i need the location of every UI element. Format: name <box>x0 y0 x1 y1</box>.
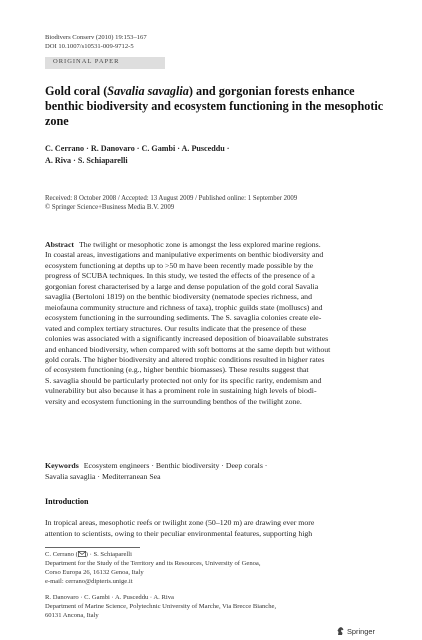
title-text-1: Gold coral ( <box>45 84 108 98</box>
abstract-line: and enhanced biodiversity, when compared with soft bottoms at the same depth but without <box>45 344 331 354</box>
keywords-line <box>45 461 385 472</box>
title-text-2: ) and gorgonian forests enhance benthic biodiversity and ecosystem functioning in the mesophotic zone <box>45 84 384 128</box>
abstract-line: ecosystem functioning in the surrounding sediments. The S. savaglia colonies create ele- <box>45 313 322 323</box>
affiliation-authors: R. Danovaro · C. Gambi · A. Pusceddu · A. Riva <box>45 594 174 601</box>
keywords-line: Savalia savaglia · Mediterranean Sea <box>45 471 161 481</box>
abstract-line: In coastal areas, investigations and manipulative experiments on benthic biodiversity and <box>45 250 324 260</box>
abstract-line: savaglia (Bertoloni 1819) on the benthic biodiversity (nematode species richness, and <box>45 292 312 302</box>
springer-horse-icon <box>336 626 345 636</box>
section-heading-introduction: Introduction <box>45 497 89 506</box>
intro-line: In tropical areas, mesophotic reefs or twilight zone (50–120 m) are drawing ever more <box>45 518 315 527</box>
abstract-line: S. savaglia should be particularly protected not only for its specific rarity, endemism and <box>45 375 322 385</box>
affiliation-department: Department of Marine Science, Polytechnic University of Marche, Via Brecce Bianche, <box>45 602 277 610</box>
abstract-heading: Abstract <box>45 240 75 249</box>
dates-line: Received: 8 October 2008 / Accepted: 13 August 2009 / Published online: 1 September 2009 <box>45 195 298 202</box>
abstract-line: of ecosystem functioning (e.g., higher benthic biomasses). These results suggest that <box>45 365 309 375</box>
abstract-line <box>45 240 385 250</box>
copyright-line: © Springer Science+Business Media B.V. 2009 <box>45 204 175 212</box>
abstract-text: The twilight or mesophotic zone is amongst the less explored marine regions. <box>79 240 321 249</box>
envelope-icon <box>78 551 86 557</box>
abstract-line: vulnerability but also because it has a prominent role in sustaining high levels of biodi- <box>45 386 317 396</box>
doi-line: DOI 10.1007/s10531-009-9712-5 <box>45 43 134 50</box>
affiliation-address: 60131 Ancona, Italy <box>45 611 99 619</box>
intro-line: attention to scientists, owing to their peculiar environmental features, supporting high <box>45 529 313 538</box>
journal-header <box>45 33 147 51</box>
title-species: Savalia savaglia <box>107 84 189 98</box>
affiliation-authors <box>45 551 385 560</box>
affiliation-address: Corso Europa 26, 16132 Genoa, Italy <box>45 568 144 576</box>
abstract-line: progress of SCUBA techniques. In this study, we tested the effects of the presence of a <box>45 271 315 281</box>
abstract-line: vated and complex tertiary structures. Our results indicate that the presence of these <box>45 323 307 333</box>
co-author: ) · S. Schiaparelli <box>85 551 132 558</box>
introduction-text <box>45 517 385 539</box>
abstract-line: ecosystem functioning at depths up to >50 m have been recently made possible by the <box>45 260 314 270</box>
abstract-line: gorgonian forest characterised by a large and dense population of the gold coral Savalia <box>45 281 319 291</box>
authors-line-2: A. Riva · S. Schiaparelli <box>45 155 128 165</box>
affiliation-block-2 <box>45 594 385 621</box>
abstract <box>45 240 385 407</box>
article-title <box>45 84 385 128</box>
keywords-heading: Keywords <box>45 461 79 470</box>
journal-citation: Biodivers Conserv (2010) 19:153–167 <box>45 34 147 41</box>
abstract-line: gold corals. The higher biodiversity and altered trophic conditions resulted in higher rates <box>45 354 325 364</box>
abstract-line: meiofauna community structure and richness of taxa), trophic guilds state (molluscs) and <box>45 302 323 312</box>
publisher-logo <box>336 626 375 636</box>
keywords <box>45 461 385 482</box>
authors-line-1: C. Cerrano · R. Danovaro · C. Gambi · A. Pusceddu · <box>45 144 230 153</box>
abstract-line: colonies was associated with a significantly increased deposition of bioavailable substrates <box>45 334 329 344</box>
publication-dates <box>45 194 385 212</box>
keywords-text: Ecosystem engineers · Benthic biodiversity · Deep corals · <box>83 461 268 470</box>
article-type-banner <box>45 57 165 69</box>
affiliation-email[interactable]: e-mail: cerrano@dipteris.unige.it <box>45 577 133 585</box>
corresponding-author: C. Cerrano ( <box>45 551 78 558</box>
footnote-divider <box>45 547 140 548</box>
abstract-line: versity and ecosystem functioning in the surrounding benthos of the twilight zone. <box>45 396 302 406</box>
affiliation-department: Department for the Study of the Territory and its Resources, University of Genoa, <box>45 559 261 567</box>
author-list <box>45 143 375 166</box>
affiliation-block-1 <box>45 551 385 587</box>
article-type-label: ORIGINAL PAPER <box>53 58 120 65</box>
publisher-name: Springer <box>347 627 375 636</box>
